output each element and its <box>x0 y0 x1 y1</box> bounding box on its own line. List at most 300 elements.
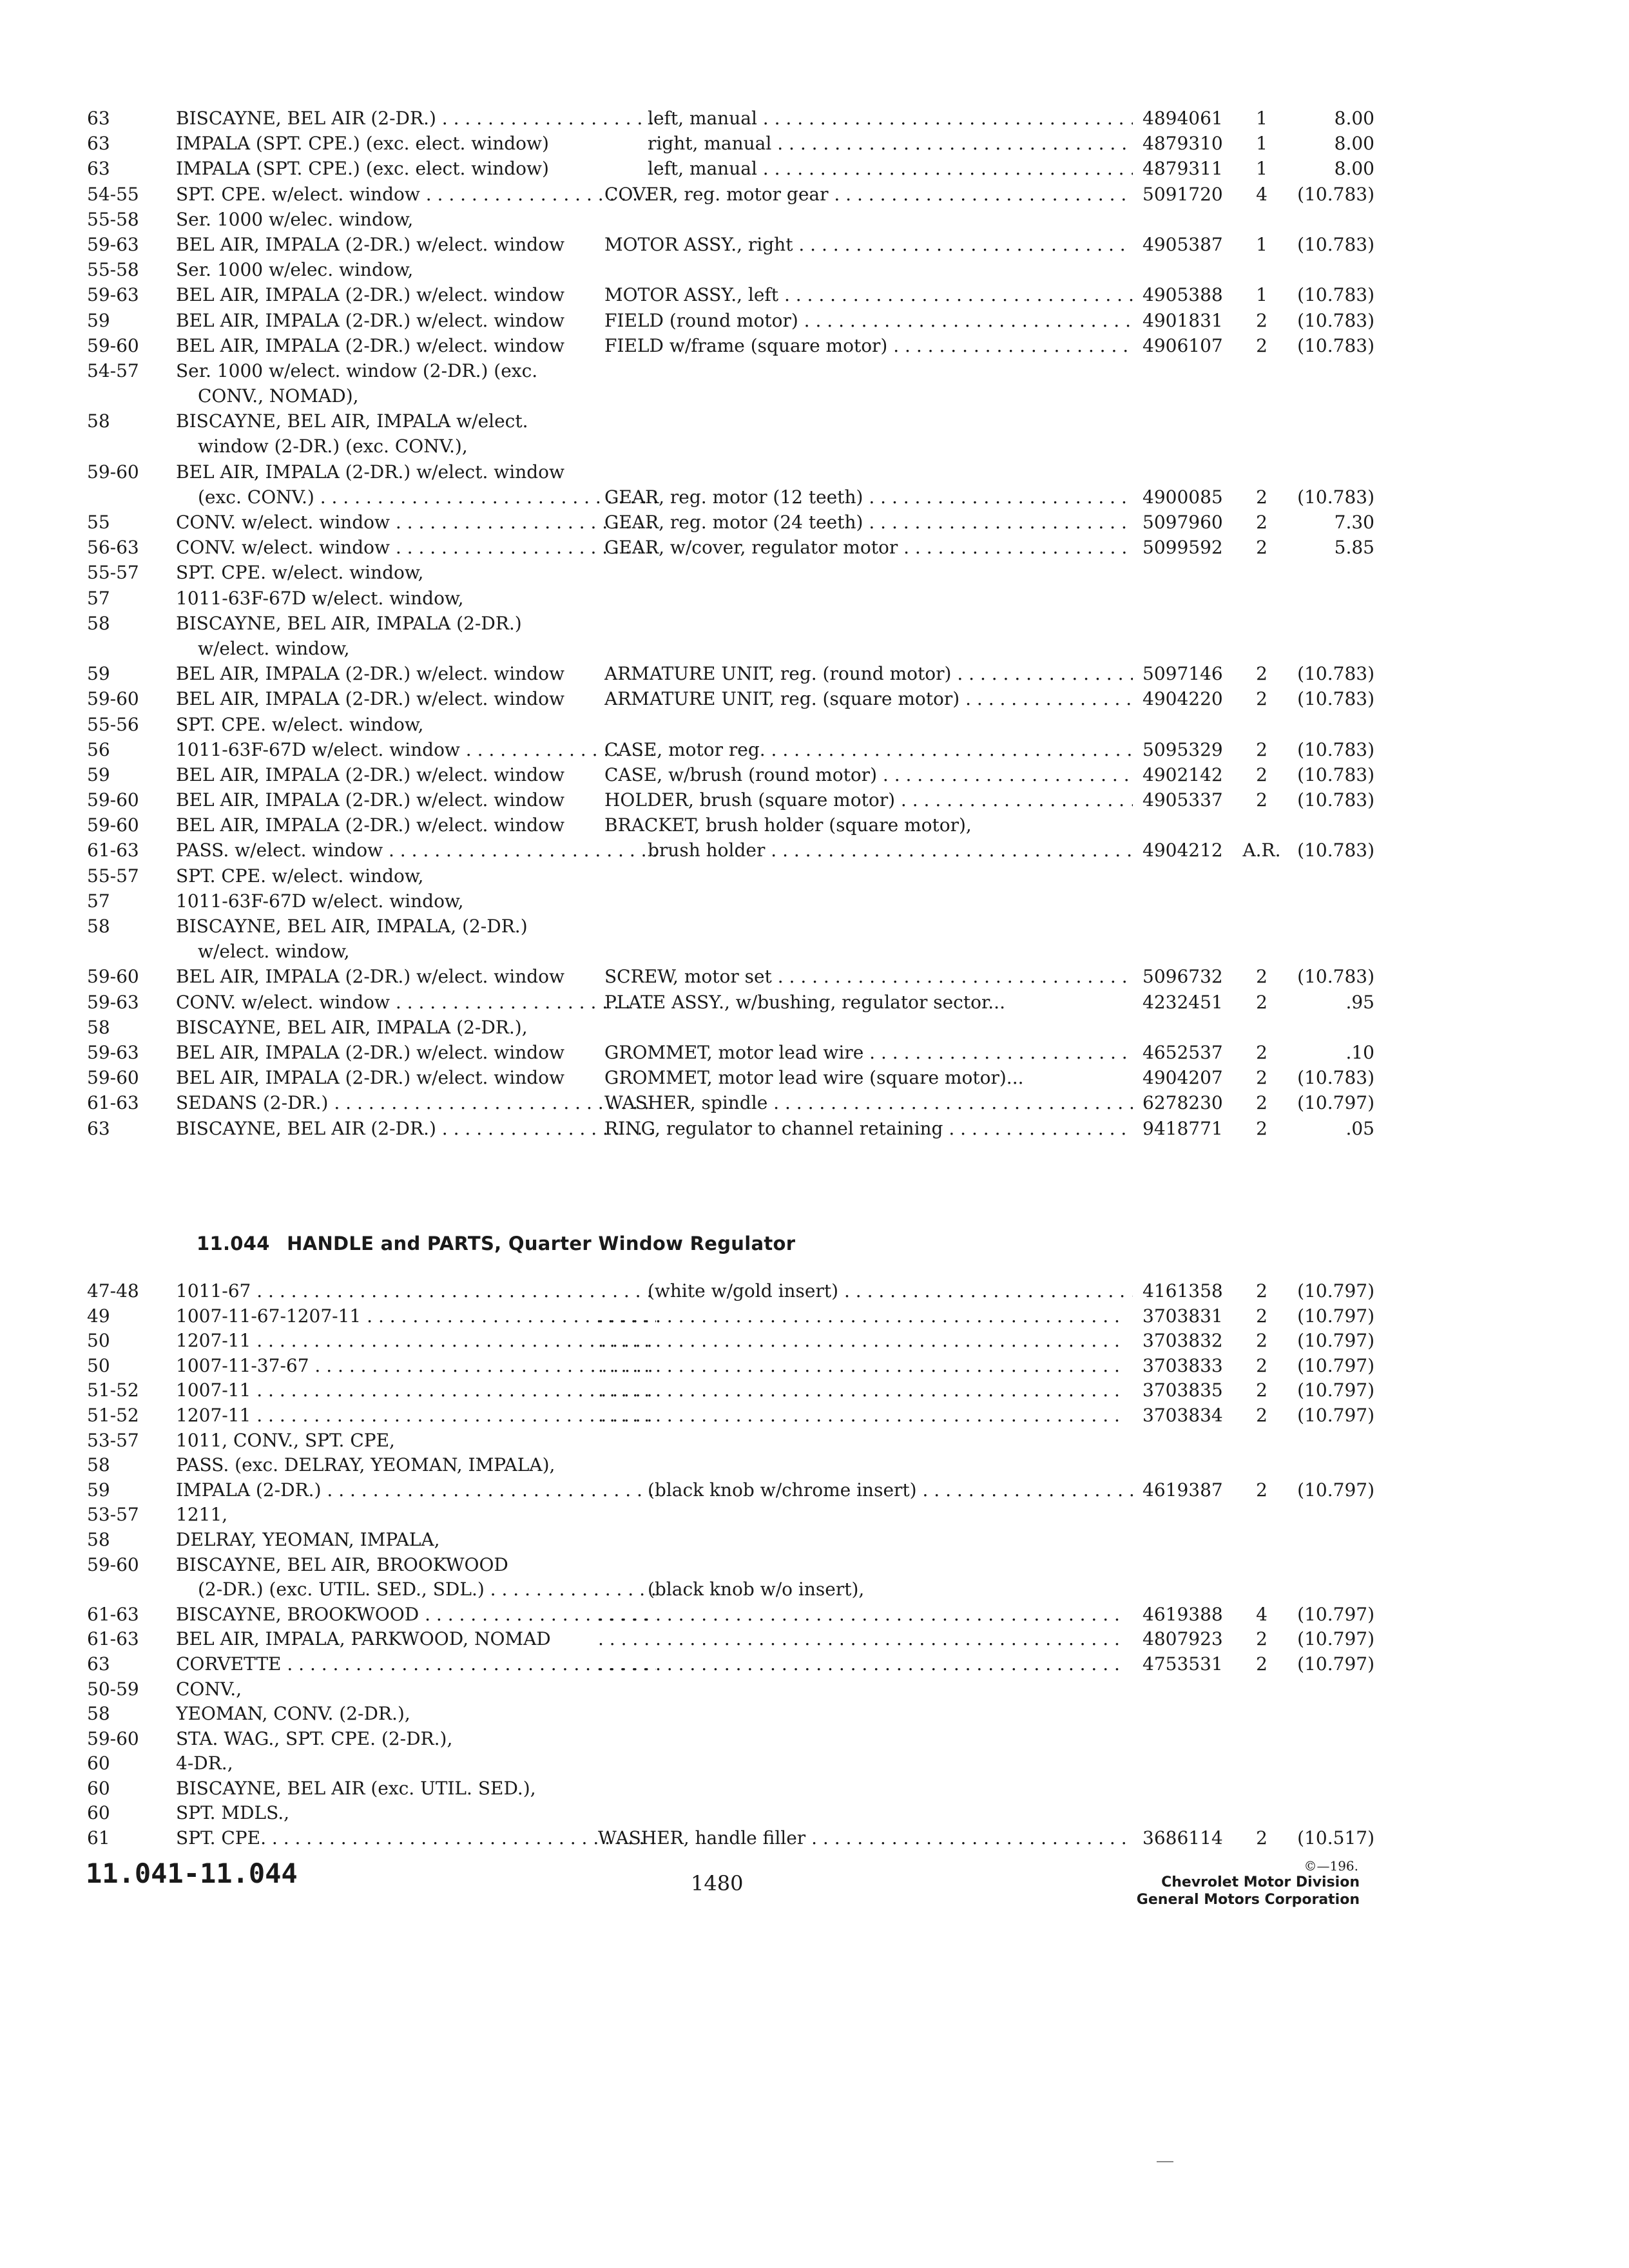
model-application-text: 1011-63F-67D w/elect. window . . . <box>176 737 656 762</box>
model-year-text: 55-58 <box>87 208 139 230</box>
section-number: 11.044 <box>197 1233 270 1254</box>
model-application <box>176 838 656 863</box>
quantity-text: 2 <box>1256 991 1268 1013</box>
group-number <box>1278 1354 1374 1379</box>
quantity <box>1240 1428 1283 1454</box>
model-application <box>176 737 656 762</box>
group-number <box>1278 1090 1374 1115</box>
part-number <box>1142 257 1239 282</box>
table-row <box>87 358 1298 383</box>
model-year <box>87 485 164 510</box>
quantity-text: 2 <box>1256 764 1268 785</box>
group-number <box>1278 838 1374 863</box>
part-description <box>604 586 1133 611</box>
quantity <box>1240 1702 1283 1727</box>
model-application-text: Ser. 1000 w/elect. window (2-DR.) (exc. <box>176 360 538 381</box>
model-application <box>176 712 656 737</box>
quantity <box>1240 1528 1283 1553</box>
part-description <box>598 1503 1126 1528</box>
part-number <box>1142 308 1239 333</box>
part-description <box>604 510 1133 535</box>
model-application <box>176 1801 656 1826</box>
part-number-text: 3703833 <box>1142 1354 1223 1376</box>
part-number-text: 3703832 <box>1142 1330 1223 1352</box>
model-application-text: BEL AIR, IMPALA (2-DR.) w/elect. window <box>176 461 564 483</box>
part-number <box>1142 1116 1239 1141</box>
model-year <box>87 1453 164 1478</box>
footer-section-range: 11.041-11.044 <box>86 1858 298 1889</box>
part-description-text: FIELD (round motor) . . . <box>604 308 1133 333</box>
quantity <box>1240 1304 1283 1329</box>
part-number <box>1142 535 1239 560</box>
model-year <box>87 383 164 408</box>
model-application-text: BEL AIR, IMPALA (2-DR.) w/elect. window <box>176 789 564 811</box>
part-description-text: (black knob w/chrome insert) . . . <box>648 1478 1133 1503</box>
part-number <box>1142 1015 1239 1040</box>
part-number-text: 3703835 <box>1142 1379 1223 1401</box>
model-application <box>176 863 656 889</box>
table-row <box>87 863 1298 889</box>
table-row <box>87 812 1298 838</box>
parts-table-window-regulator-motor <box>87 106 1374 1141</box>
group-number-text: (10.783) <box>1297 309 1374 331</box>
model-application-text: Ser. 1000 w/elec. window, <box>176 259 414 281</box>
part-description-text: HOLDER, brush (square motor) . . . <box>604 787 1133 812</box>
model-year-text: 61-63 <box>87 1628 139 1650</box>
part-description-text: RING, regulator to channel retaining . . . <box>604 1116 1133 1141</box>
model-application <box>176 1528 656 1553</box>
model-application <box>176 308 656 333</box>
quantity-text: 2 <box>1256 1404 1268 1426</box>
stray-mark <box>1157 2161 1173 2162</box>
part-number <box>1142 1378 1239 1403</box>
part-description-text: CASE, w/brush (round motor) . . . <box>604 762 1133 787</box>
quantity <box>1240 1826 1283 1851</box>
part-description-text <box>598 1304 1126 1329</box>
model-application-text: BISCAYNE, BEL AIR, IMPALA (2-DR.) <box>176 612 522 634</box>
table-row <box>87 686 1374 711</box>
model-year-text: 58 <box>87 612 110 634</box>
quantity <box>1240 990 1283 1015</box>
model-year <box>87 1403 164 1428</box>
part-number <box>1142 207 1239 232</box>
model-application-text: BEL AIR, IMPALA, PARKWOOD, NOMAD <box>176 1628 551 1650</box>
model-year <box>87 611 164 636</box>
quantity-text: 2 <box>1256 1280 1268 1302</box>
part-description <box>598 1553 1126 1578</box>
model-year <box>87 1304 164 1329</box>
part-description <box>598 1428 1126 1454</box>
part-description-text: SCREW, motor set . . . <box>604 964 1133 989</box>
model-application <box>176 282 656 307</box>
model-year-text: 63 <box>87 1117 110 1139</box>
model-year <box>87 1751 164 1776</box>
model-application <box>176 1015 656 1040</box>
table-row <box>87 939 1298 964</box>
table-row <box>87 762 1374 787</box>
model-year <box>87 1428 164 1454</box>
table-row <box>87 990 1374 1015</box>
part-number <box>1142 510 1239 535</box>
model-application <box>176 1478 656 1503</box>
group-number-text: 5.85 <box>1334 537 1374 559</box>
model-year-text: 61-63 <box>87 840 139 861</box>
table-row <box>87 1453 1298 1478</box>
part-number <box>1142 434 1239 459</box>
model-year <box>87 661 164 686</box>
part-number <box>1142 787 1239 812</box>
part-description <box>604 914 1133 939</box>
model-year-text: 59-60 <box>87 1553 139 1575</box>
part-description <box>604 207 1133 232</box>
part-description-text: GEAR, reg. motor (12 teeth) . . . <box>604 485 1133 510</box>
part-description <box>604 358 1133 383</box>
part-description <box>604 434 1133 459</box>
quantity-text: 2 <box>1256 537 1268 559</box>
part-description <box>648 156 1133 181</box>
quantity <box>1240 333 1283 358</box>
model-year-text: 63 <box>87 108 110 129</box>
table-row <box>87 257 1298 282</box>
table-row <box>87 308 1374 333</box>
part-description-text: COVER, reg. motor gear . . . <box>604 182 1133 207</box>
quantity <box>1240 485 1283 510</box>
quantity-text: 2 <box>1256 1305 1268 1327</box>
group-number <box>1278 510 1374 535</box>
group-number <box>1278 812 1374 838</box>
model-year-text: 63 <box>87 133 110 155</box>
part-description <box>604 1015 1133 1040</box>
model-application-text: BISCAYNE, BEL AIR, IMPALA, (2-DR.) <box>176 916 528 937</box>
model-year <box>87 762 164 787</box>
table-row <box>87 1727 1298 1752</box>
table-row <box>87 1553 1298 1578</box>
part-description <box>598 1403 1126 1428</box>
part-number <box>1142 964 1239 989</box>
section-heading <box>197 1233 795 1254</box>
group-number <box>1278 459 1374 485</box>
quantity <box>1240 1040 1283 1065</box>
model-year-text: 59 <box>87 1479 110 1501</box>
part-description <box>604 863 1133 889</box>
model-application-text: STA. WAG., SPT. CPE. (2-DR.), <box>176 1727 453 1749</box>
model-year-text: 59-60 <box>87 688 139 710</box>
model-year <box>87 408 164 434</box>
model-application-text: BISCAYNE, BEL AIR (exc. UTIL. SED.), <box>176 1777 536 1799</box>
table-row <box>87 889 1298 914</box>
group-number <box>1278 863 1374 889</box>
part-description <box>598 1727 1126 1752</box>
quantity <box>1240 889 1283 914</box>
publisher-division: Chevrolet Motor Division <box>1161 1874 1360 1890</box>
model-year-text: 51-52 <box>87 1379 139 1401</box>
model-application-text: BEL AIR, IMPALA (2-DR.) w/elect. window <box>176 688 564 710</box>
model-application <box>176 232 656 257</box>
quantity-text: A.R. <box>1242 840 1281 861</box>
part-description <box>604 1065 1133 1090</box>
model-year-text: 58 <box>87 410 110 432</box>
model-application <box>176 1553 656 1578</box>
part-number <box>1142 282 1239 307</box>
model-year-text: 58 <box>87 1703 110 1725</box>
quantity <box>1240 408 1283 434</box>
part-number <box>1142 1065 1239 1090</box>
model-application-text: 1007-11-67-1207-11 . . . <box>176 1304 656 1329</box>
model-application <box>198 485 656 510</box>
model-year <box>87 510 164 535</box>
part-number <box>1142 485 1239 510</box>
quantity <box>1240 257 1283 282</box>
model-year <box>87 535 164 560</box>
table-row <box>87 434 1298 459</box>
part-number <box>1142 1677 1239 1702</box>
model-application-text: CONV. w/elect. window . . . <box>176 535 656 560</box>
part-number <box>1142 838 1239 863</box>
model-application-text: (exc. CONV.) . . . <box>198 485 656 510</box>
group-number-text: (10.797) <box>1297 1603 1374 1625</box>
group-number <box>1278 686 1374 711</box>
quantity-text: 2 <box>1256 663 1268 685</box>
group-number-text: (10.797) <box>1297 1305 1374 1327</box>
quantity-text: 1 <box>1256 233 1268 255</box>
page-number: 1480 <box>691 1871 744 1896</box>
part-number <box>1142 358 1239 383</box>
part-description-text: left, manual . . . <box>648 106 1133 131</box>
model-year <box>87 1354 164 1379</box>
part-number-text: 4900085 <box>1142 486 1223 508</box>
part-description-text: (white w/gold insert) . . . <box>648 1279 1133 1304</box>
part-number <box>1142 661 1239 686</box>
part-number-text: 4904220 <box>1142 688 1223 710</box>
model-year-text: 55-56 <box>87 713 139 735</box>
part-number <box>1142 333 1239 358</box>
part-number-text: 4906107 <box>1142 334 1223 356</box>
model-application <box>176 1428 656 1454</box>
part-description <box>604 964 1133 989</box>
model-application-text: BISCAYNE, BEL AIR (2-DR.) . . . <box>176 106 656 131</box>
model-year-text: 59-63 <box>87 284 139 306</box>
model-application <box>176 131 656 156</box>
model-application-text: BISCAYNE, BEL AIR, IMPALA (2-DR.), <box>176 1016 528 1038</box>
quantity <box>1240 1627 1283 1652</box>
quantity <box>1240 1065 1283 1090</box>
model-application <box>176 1403 656 1428</box>
part-description <box>604 383 1133 408</box>
part-description <box>604 1116 1133 1141</box>
model-year-text: 63 <box>87 1653 110 1675</box>
table-row <box>87 1354 1374 1379</box>
part-number-text: 4879311 <box>1142 158 1223 180</box>
table-row <box>87 106 1374 131</box>
part-number <box>1142 1776 1239 1802</box>
table-row <box>87 1801 1298 1826</box>
model-year <box>87 1116 164 1141</box>
model-year-text: 59-60 <box>87 1067 139 1089</box>
model-application <box>176 686 656 711</box>
model-application-text: window (2-DR.) (exc. CONV.), <box>198 436 468 457</box>
table-row <box>87 1065 1374 1090</box>
group-number-text: (10.797) <box>1297 1404 1374 1426</box>
part-description <box>604 459 1133 485</box>
model-year <box>87 282 164 307</box>
model-application-text: IMPALA (SPT. CPE.) (exc. elect. window) <box>176 133 549 155</box>
table-row <box>87 408 1298 434</box>
model-year <box>87 939 164 964</box>
part-number-text: 3703834 <box>1142 1404 1223 1426</box>
part-description-text <box>598 1329 1126 1354</box>
model-year <box>87 863 164 889</box>
model-application <box>176 1751 656 1776</box>
group-number-text: .05 <box>1345 1117 1374 1139</box>
part-number <box>1142 383 1239 408</box>
model-application-text: SEDANS (2-DR.) . . . <box>176 1090 656 1115</box>
quantity <box>1240 1453 1283 1478</box>
part-description-text: BRACKET, brush holder (square motor), <box>604 814 972 836</box>
group-number <box>1278 535 1374 560</box>
part-description-text: left, manual . . . <box>648 156 1133 181</box>
model-application <box>176 1378 656 1403</box>
quantity <box>1240 661 1283 686</box>
quantity-text: 2 <box>1256 1330 1268 1352</box>
part-number-text: 6278230 <box>1142 1092 1223 1114</box>
part-number <box>1142 586 1239 611</box>
model-application <box>176 1116 656 1141</box>
model-application-text: PASS. w/elect. window . . . <box>176 838 656 863</box>
quantity <box>1240 1329 1283 1354</box>
model-application-text: BISCAYNE, BEL AIR (2-DR.) . . . <box>176 1116 656 1141</box>
part-number <box>1142 611 1239 636</box>
group-number <box>1278 1403 1374 1428</box>
group-number <box>1278 1627 1374 1652</box>
table-row <box>87 1702 1298 1727</box>
part-number <box>1142 1577 1239 1602</box>
group-number-text: (10.783) <box>1297 966 1374 988</box>
part-number-text: 4905337 <box>1142 789 1223 811</box>
table-row <box>87 712 1298 737</box>
part-number <box>1142 106 1239 131</box>
model-application-text: BEL AIR, IMPALA (2-DR.) w/elect. window <box>176 284 564 306</box>
model-year-text: 60 <box>87 1802 110 1824</box>
group-number-text: (10.517) <box>1297 1827 1374 1849</box>
quantity-text: 2 <box>1256 512 1268 533</box>
part-description-text <box>598 1602 1126 1628</box>
model-application-text: SPT. CPE. w/elect. window, <box>176 865 424 887</box>
part-description <box>598 1528 1126 1553</box>
table-row <box>87 1478 1374 1503</box>
model-application-text: w/elect. window, <box>198 637 350 659</box>
model-year-text: 59-60 <box>87 334 139 356</box>
group-number-text: 8.00 <box>1334 108 1374 129</box>
model-year-text: 59-60 <box>87 966 139 988</box>
part-description-text: MOTOR ASSY., right . . . <box>604 232 1133 257</box>
table-row <box>87 1428 1298 1454</box>
part-description <box>648 1279 1133 1304</box>
group-number-text: 8.00 <box>1334 133 1374 155</box>
table-row <box>87 383 1298 408</box>
model-year <box>87 308 164 333</box>
model-application <box>176 1304 656 1329</box>
model-application-text: BEL AIR, IMPALA (2-DR.) w/elect. window <box>176 1041 564 1063</box>
model-year <box>87 358 164 383</box>
part-description <box>604 282 1133 307</box>
model-application <box>176 207 656 232</box>
model-application <box>176 1727 656 1752</box>
model-year-text: 58 <box>87 1528 110 1550</box>
part-number-text: 5099592 <box>1142 537 1223 559</box>
model-year <box>87 1090 164 1115</box>
part-number-text: 4807923 <box>1142 1628 1223 1650</box>
part-description-text: (black knob w/o insert), <box>648 1579 865 1600</box>
group-number <box>1278 207 1374 232</box>
group-number-text: .95 <box>1345 991 1374 1013</box>
part-number-text: 9418771 <box>1142 1117 1223 1139</box>
group-number <box>1278 1478 1374 1503</box>
part-description <box>604 560 1133 585</box>
table-row <box>87 586 1298 611</box>
model-application-text: 1011-63F-67D w/elect. window, <box>176 890 464 912</box>
part-number <box>1142 1478 1239 1503</box>
group-number <box>1278 1304 1374 1329</box>
model-application <box>176 1090 656 1115</box>
part-number-text: 4902142 <box>1142 764 1223 785</box>
model-year <box>87 889 164 914</box>
quantity <box>1240 1378 1283 1403</box>
part-description <box>604 737 1133 762</box>
model-year <box>87 686 164 711</box>
part-description <box>604 408 1133 434</box>
group-number-text: (10.783) <box>1297 1067 1374 1089</box>
group-number <box>1278 408 1374 434</box>
model-year <box>87 207 164 232</box>
part-description <box>604 990 1133 1015</box>
part-number <box>1142 939 1239 964</box>
table-row <box>87 1627 1374 1652</box>
group-number <box>1278 434 1374 459</box>
part-description-text <box>598 1652 1126 1677</box>
quantity-text: 1 <box>1256 133 1268 155</box>
quantity-text: 4 <box>1256 183 1268 205</box>
table-row <box>87 1040 1374 1065</box>
table-row <box>87 1329 1374 1354</box>
group-number-text: (10.783) <box>1297 840 1374 861</box>
quantity-text: 2 <box>1256 1628 1268 1650</box>
model-year <box>87 1065 164 1090</box>
part-description-text: brush holder . . . <box>648 838 1133 863</box>
part-description <box>604 182 1133 207</box>
model-year <box>87 1553 164 1578</box>
model-year <box>87 1478 164 1503</box>
table-row <box>87 838 1374 863</box>
group-number <box>1278 257 1374 282</box>
model-year <box>87 1801 164 1826</box>
group-number <box>1278 1826 1374 1851</box>
model-application <box>198 1577 656 1602</box>
part-description <box>598 1652 1126 1677</box>
quantity <box>1240 510 1283 535</box>
quantity <box>1240 207 1283 232</box>
part-description <box>598 1304 1126 1329</box>
table-row <box>87 1403 1374 1428</box>
part-number-text: 5091720 <box>1142 183 1223 205</box>
group-number <box>1278 1677 1374 1702</box>
model-year-text: 58 <box>87 916 110 937</box>
quantity <box>1240 1354 1283 1379</box>
group-number-text: 8.00 <box>1334 158 1374 180</box>
table-row <box>87 737 1374 762</box>
quantity <box>1240 1677 1283 1702</box>
part-description-text: ARMATURE UNIT, reg. (round motor) . . . <box>604 661 1133 686</box>
table-row <box>87 1577 1298 1602</box>
